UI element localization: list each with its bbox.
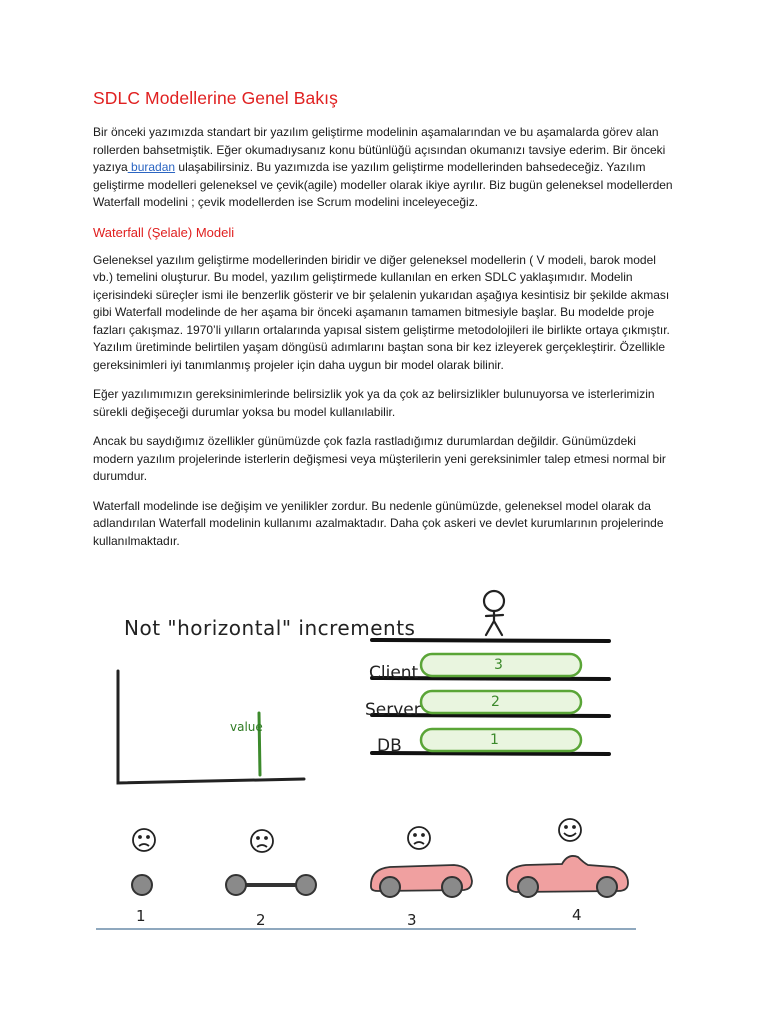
step-4-car (507, 819, 628, 924)
value-graph (118, 671, 304, 783)
wheel-icon (296, 875, 316, 895)
layer-server-number: 2 (491, 694, 500, 710)
wheel-icon (132, 875, 152, 895)
sad-face-icon (251, 830, 273, 852)
wheel-icon (380, 877, 400, 897)
layer-client-number: 3 (494, 657, 503, 673)
step-3-number: 3 (407, 911, 417, 929)
layer-server-label: Server (365, 700, 421, 720)
buradan-link[interactable]: buradan (127, 160, 176, 174)
sad-face-icon (408, 827, 430, 849)
intro-paragraph (93, 124, 675, 212)
layer-db-label: DB (377, 736, 402, 756)
intro-text-before-link: Bir önceki yazımızda standart bir yazılım geliştirme modelinin aşamalarından ve bu aşamalarda görev alan rollerden bahsetmiştik. Eğer okumadıysanız konu bütünlüğü açısından okumanızı tavsiye ederim. Bir önceki yazıya (93, 125, 666, 174)
document-page (93, 88, 675, 550)
sad-face-icon (133, 829, 155, 851)
paragraph-1: Geleneksel yazılım geliştirme modellerinden biridir ve diğer geleneksel modellerin ( V modeli, barok model vb.) temelini oluşturur. Bu model, yazılım geliştirmede kullanılan en erken SDLC yaklaşımıdır. Modelin içerisindeki süreçler ismi ile benzerlik gösterir ve bir şelalenin yukarıdan aşağıya kesintisiz bir şekilde akması gibi Waterfall modelinde de her aşama bir önceki aşamanın tamamen bitmesiyle başlar. Bu modelde proje fazları çakışmaz. 1970’li yılların ortalarında yapısal sistem geliştirme metodolojileri ile birlikte ortaya çıkmıştır. Yazılım üretiminde belirtilen yaşam döngüsü adımlarını baştan sona bir kez izleyerek gerçekleştirir. Özellikle gereksinimleri iyi tanımlanmış projeler için daha uygun bir model olarak bilinir. (93, 252, 670, 372)
step-1-wheel (132, 829, 155, 925)
step-3-car (371, 827, 472, 929)
figure-title: Not "horizontal" increments (124, 616, 416, 640)
happy-face-icon (559, 819, 581, 841)
wheel-icon (442, 877, 462, 897)
paragraph-2: Eğer yazılımımızın gereksinimlerinde belirsizlik yok ya da çok az belirsizlikler bulunuyorsa ve isterlerimizin sürekli değişeceği durumlar yoksa bu model kullanılabilir. (93, 387, 655, 419)
layer-client-label: Client (369, 663, 419, 683)
paragraph-4: Waterfall modelinde ise değişim ve yenilikler zordur. Bu nedenle günümüzde, geleneksel model olarak da adlandırılan Waterfall modelinin kullanımı azalmaktadır. Daha çok askeri ve devlet kurumlarının projelerinde kullanılmaktadır. (93, 498, 664, 548)
layer-db-number: 1 (490, 732, 499, 748)
wheel-icon (226, 875, 246, 895)
user-figure-icon (484, 591, 504, 635)
step-2-number: 2 (256, 911, 266, 929)
paragraph-3: Ancak bu saydığımız özellikler günümüzde çok fazla rastladığımız durumlardan değildir. Günümüzdeki modern yazılım projelerinde isterlerin değişmesi veya müşterilerin yeni gereksinimler talep etmesi normal bir durumdur. (93, 434, 666, 483)
step-1-number: 1 (136, 907, 146, 925)
wheel-icon (597, 877, 617, 897)
increments-illustration (94, 585, 636, 930)
wheel-icon (518, 877, 538, 897)
page-title: SDLC Modellerine Genel Bakış (93, 88, 338, 108)
step-4-number: 4 (572, 906, 582, 924)
section-heading: Waterfall (Şelale) Modeli (93, 224, 235, 240)
step-2-axle (226, 830, 316, 929)
intro-text-after-link: ulaşabilirsiniz. Bu yazımızda ise yazılım geliştirme modellerinden bahsedeceğiz. Yazılım geliştirme modelleri geleneksel ve çevik(agile) modeller olarak ikiye ayrılır. Biz bugün geleneksel modellerden Waterfall modelini ; çevik modellerden ise Scrum modelini inceleyeceğiz. (93, 160, 673, 209)
value-label: value (230, 720, 263, 734)
